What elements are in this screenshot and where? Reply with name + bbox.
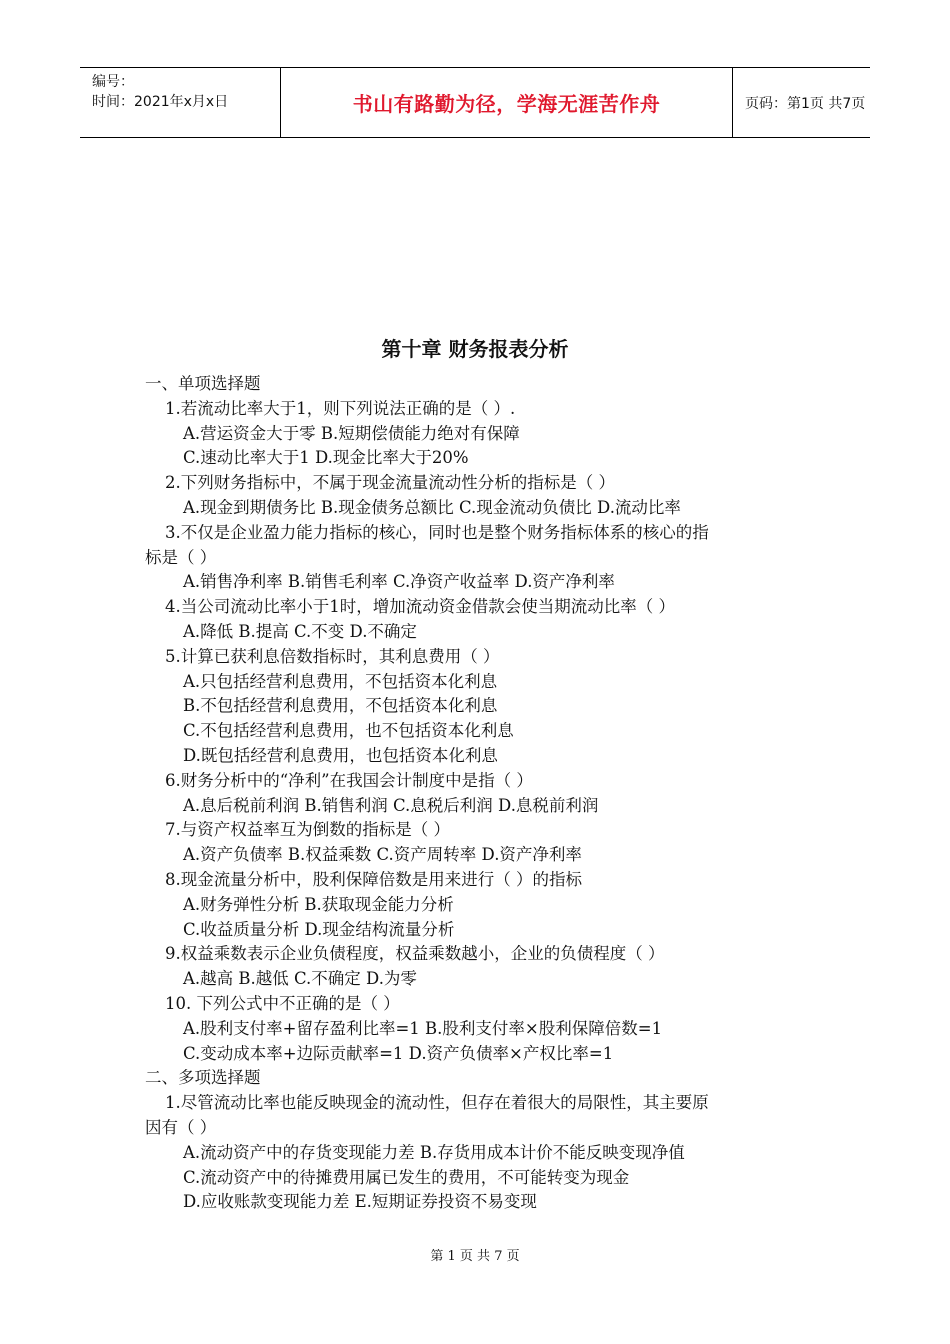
number-label: 编号： bbox=[92, 74, 134, 90]
answer-options: C.流动资产中的待摊费用属已发生的费用，不可能转变为现金 bbox=[183, 1167, 630, 1187]
answer-options: A.只包括经营利息费用，不包括资本化利息 bbox=[183, 671, 498, 691]
question-text: 标是（ ） bbox=[145, 547, 217, 567]
question-text: 10. 下列公式中不正确的是（ ） bbox=[165, 993, 400, 1013]
answer-options: D.既包括经营利息费用，也包括资本化利息 bbox=[183, 745, 498, 765]
answer-options: A.越高 B.越低 C.不确定 D.为零 bbox=[183, 969, 417, 989]
header-motto-cell bbox=[281, 68, 733, 137]
answer-options: C.变动成本率+边际贡献率=1 D.资产负债率×产权比率=1 bbox=[183, 1043, 614, 1063]
answer-options: A.财务弹性分析 B.获取现金能力分析 bbox=[183, 894, 454, 914]
answer-options: A.流动资产中的存货变现能力差 B.存货用成本计价不能反映变现净值 bbox=[183, 1142, 685, 1162]
question-text: 1.若流动比率大于1，则下列说法正确的是（ ）. bbox=[165, 398, 516, 418]
question-text: 3.不仅是企业盈力能力指标的核心，同时也是整个财务指标体系的核心的指 bbox=[165, 522, 709, 542]
question-text: 5.计算已获利息倍数指标时，其利息费用（ ） bbox=[165, 646, 500, 666]
question-text: 因有（ ） bbox=[145, 1117, 217, 1137]
question-text: 9.权益乘数表示企业负债程度，权益乘数越小，企业的负债程度（ ） bbox=[165, 944, 665, 964]
answer-options: B.不包括经营利息费用，不包括资本化利息 bbox=[183, 696, 498, 716]
question-text: 7.与资产权益率互为倒数的指标是（ ） bbox=[165, 820, 450, 840]
chapter-title: 第十章 财务报表分析 bbox=[381, 337, 569, 361]
section-heading: 二、多项选择题 bbox=[145, 1068, 261, 1088]
section-heading: 一、单项选择题 bbox=[145, 374, 261, 393]
answer-options: C.速动比率大于1 D.现金比率大于20% bbox=[183, 448, 469, 468]
answer-options: C.收益质量分析 D.现金结构流量分析 bbox=[183, 919, 455, 939]
answer-options: C.不包括经营利息费用，也不包括资本化利息 bbox=[183, 721, 514, 741]
question-text: 2.下列财务指标中，不属于现金流量流动性分析的指标是（ ） bbox=[165, 473, 615, 493]
page-footer: 第 1 页 共 7 页 bbox=[430, 1249, 520, 1264]
question-text: 8.现金流量分析中，股利保障倍数是用来进行（ ）的指标 bbox=[165, 869, 582, 889]
page-header bbox=[80, 67, 870, 138]
question-text: 4.当公司流动比率小于1时，增加流动资金借款会使当期流动比率（ ） bbox=[165, 597, 675, 617]
header-motto: 书山有路勤为径，学海无涯苦作舟 bbox=[352, 92, 661, 116]
question-text: 6.财务分析中的“净利”在我国会计制度中是指（ ） bbox=[165, 770, 533, 790]
answer-options: D.应收账款变现能力差 E.短期证券投资不易变现 bbox=[183, 1192, 537, 1212]
header-page-info: 页码：第1页 共7页 bbox=[745, 95, 866, 112]
answer-options: A.销售净利率 B.销售毛利率 C.净资产收益率 D.资产净利率 bbox=[183, 572, 615, 592]
answer-options: A.营运资金大于零 B.短期偿债能力绝对有保障 bbox=[183, 423, 520, 443]
time-label: 时间：2021年x月x日 bbox=[92, 94, 229, 110]
answer-options: A.降低 B.提高 C.不变 D.不确定 bbox=[183, 621, 417, 641]
answer-options: A.股利支付率+留存盈利比率=1 B.股利支付率×股利保障倍数=1 bbox=[183, 1018, 663, 1038]
answer-options: A.资产负债率 B.权益乘数 C.资产周转率 D.资产净利率 bbox=[183, 845, 582, 865]
answer-options: A.现金到期债务比 B.现金债务总额比 C.现金流动负债比 D.流动比率 bbox=[183, 497, 681, 517]
question-text: 1.尽管流动比率也能反映现金的流动性，但存在着很大的局限性，其主要原 bbox=[165, 1093, 709, 1113]
document-body bbox=[145, 372, 820, 1215]
answer-options: A.息后税前利润 B.销售利润 C.息税后利润 D.息税前利润 bbox=[183, 795, 599, 815]
header-meta bbox=[80, 68, 281, 137]
